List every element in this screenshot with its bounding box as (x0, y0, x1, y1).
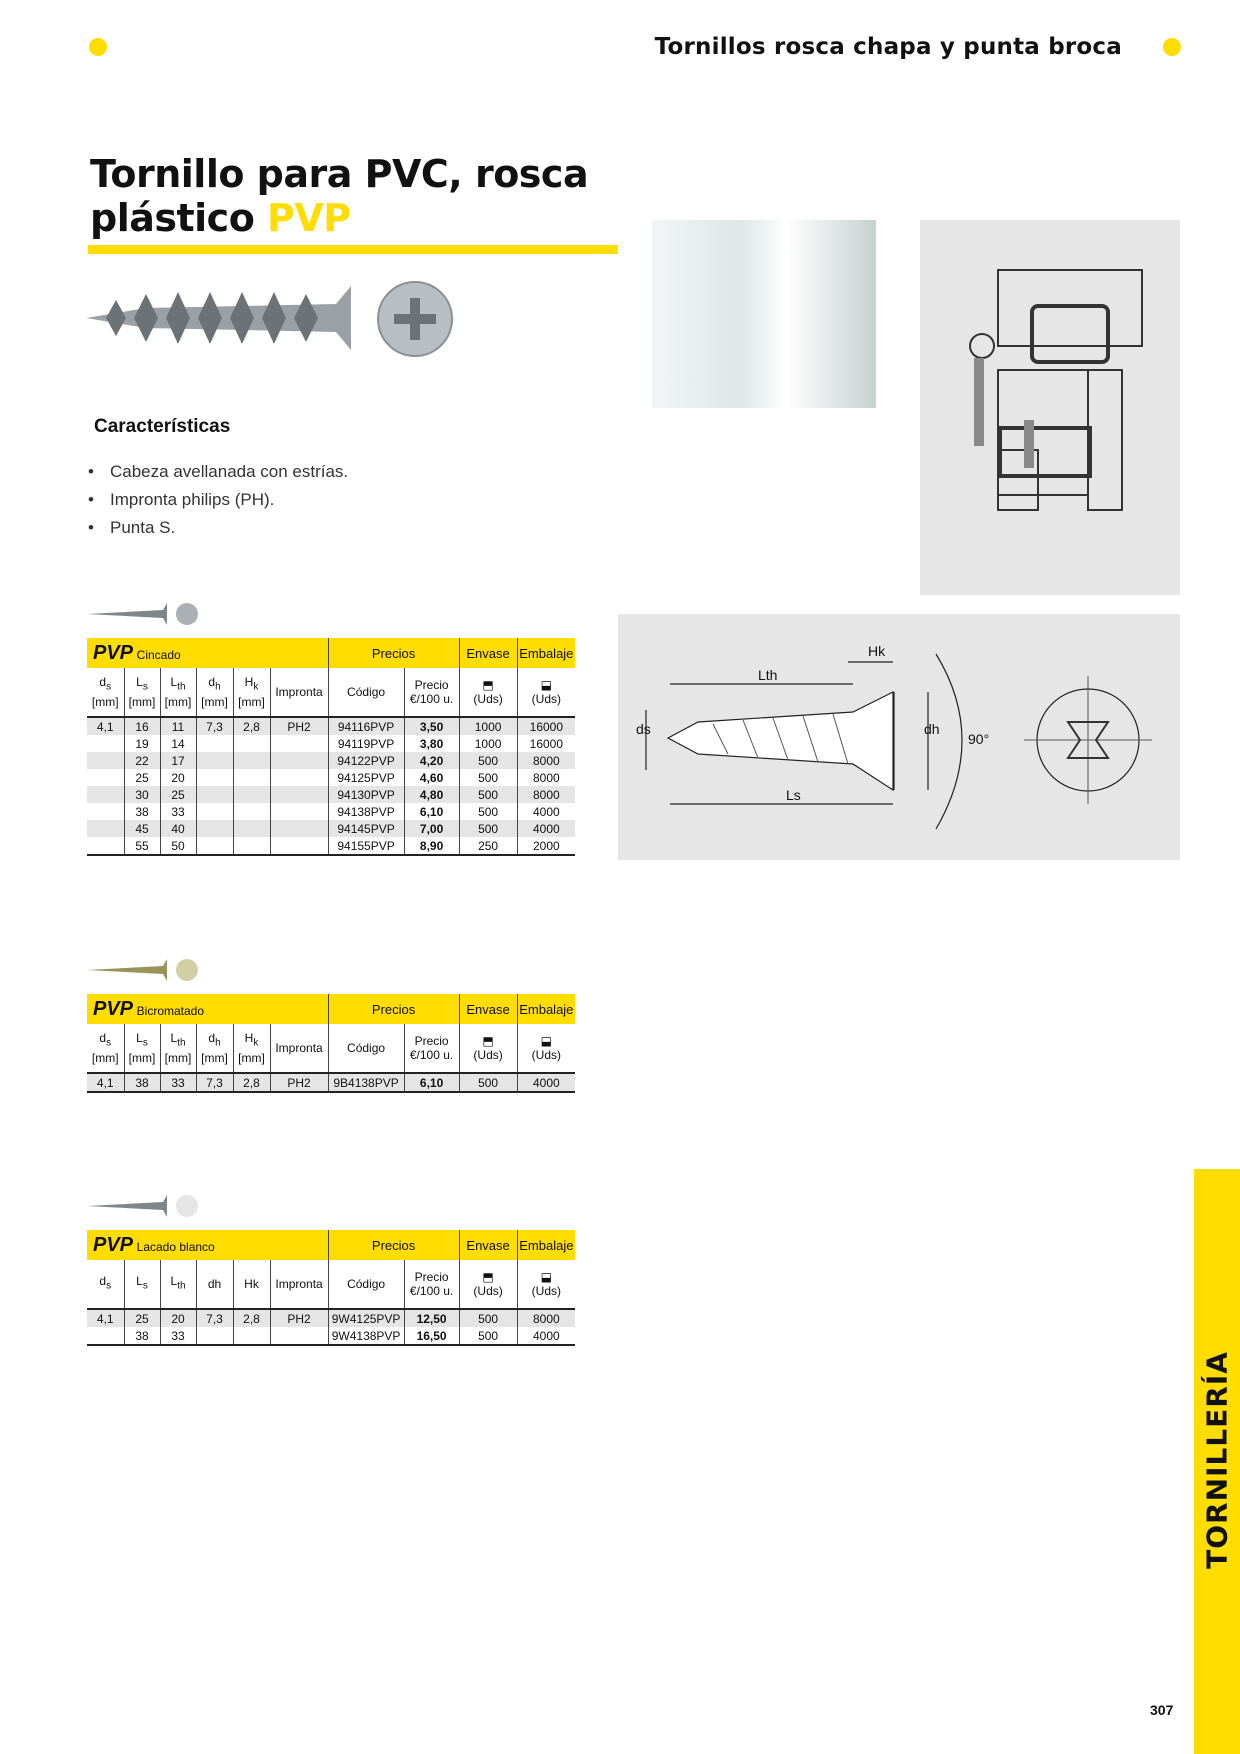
table-cell: 45 (124, 820, 160, 837)
col-ds: $d_s$ [mm] (87, 668, 124, 717)
table-cell: 2,8 (233, 1309, 270, 1327)
col-dh: dh (196, 1260, 233, 1309)
col-impronta: Impronta (270, 668, 328, 717)
col-precio: Precio €/100 u. (404, 1260, 459, 1309)
table-cell (233, 820, 270, 837)
table-cell: 25 (160, 786, 196, 803)
package-icon: ⬓ (540, 1034, 552, 1048)
col-lth: $L_{th}$ (160, 1260, 196, 1309)
table-cell (233, 837, 270, 855)
screw-thumb-icon (87, 956, 207, 984)
table-cell (196, 1327, 233, 1345)
table-cell: 9W4125PVP (328, 1309, 404, 1327)
table-cell (233, 735, 270, 752)
col-envase: ⬒ (Uds) (459, 1260, 517, 1309)
section-side-label: TORNILLERÍA (1200, 1351, 1234, 1569)
table-cell: 16,50 (404, 1327, 459, 1345)
col-precio: Precio €/100 u. (404, 668, 459, 717)
col-dh: $d_h$ [mm] (196, 1024, 233, 1073)
page-number: 307 (1150, 1702, 1174, 1718)
table-cell: 4,60 (404, 769, 459, 786)
embalaje-header: Embalaje (517, 1230, 575, 1260)
thumbnail-lacado-blanco (87, 1190, 575, 1222)
table-cell: 3,80 (404, 735, 459, 752)
title-word: plástico (90, 196, 255, 240)
table-cell (196, 803, 233, 820)
precios-header: Precios (328, 994, 459, 1024)
table-cell (196, 752, 233, 769)
table-cell: 7,3 (196, 1073, 233, 1092)
col-lth: $L_{th}$ [mm] (160, 668, 196, 717)
table-cell: 2,8 (233, 1073, 270, 1092)
envase-header: Envase (459, 994, 517, 1024)
table-cell: 8000 (517, 786, 575, 803)
col-impronta: Impronta (270, 1024, 328, 1073)
table-row (87, 1073, 575, 1092)
title-underline (88, 245, 618, 254)
table-cell (196, 786, 233, 803)
table-cell: 3,50 (404, 717, 459, 735)
table-cell: 500 (459, 752, 517, 769)
table-cell: 12,50 (404, 1309, 459, 1327)
profile-cross-section-drawing (920, 220, 1180, 595)
table-cell (270, 820, 328, 837)
box-icon: ⬒ (482, 678, 494, 692)
table-cell: 94138PVP (328, 803, 404, 820)
table-cell: 19 (124, 735, 160, 752)
col-dh: $d_h$ [mm] (196, 668, 233, 717)
table-cell: 500 (459, 1327, 517, 1345)
table-cell: 11 (160, 717, 196, 735)
table-cell: 25 (124, 769, 160, 786)
label-lth: Lth (758, 667, 778, 683)
table-cell (196, 820, 233, 837)
label-ls: Ls (786, 787, 801, 803)
table-cell: 94145PVP (328, 820, 404, 837)
table-title-row (87, 994, 575, 1024)
title-line-1: Tornillo para PVC, rosca (90, 152, 589, 196)
table-cell: 55 (124, 837, 160, 855)
envase-header: Envase (459, 1230, 517, 1260)
table-cell: 4,80 (404, 786, 459, 803)
table-cell: 16 (124, 717, 160, 735)
table-row (87, 717, 575, 735)
table-row (87, 1309, 575, 1327)
label-hk: Hk (868, 643, 886, 659)
table-title-row (87, 638, 575, 668)
table-cell (87, 803, 124, 820)
col-envase: ⬒ (Uds) (459, 668, 517, 717)
col-codigo: Código (328, 668, 404, 717)
features-heading: Características (94, 416, 231, 437)
thumbnail-bicromatado (87, 954, 575, 986)
spec-table-bicromatado (87, 954, 575, 1093)
col-impronta: Impronta (270, 1260, 328, 1309)
table-row (87, 752, 575, 769)
table-row (87, 769, 575, 786)
package-icon: ⬓ (540, 1270, 553, 1284)
column-header-row (87, 1024, 575, 1073)
table-cell: 7,00 (404, 820, 459, 837)
table-row (87, 803, 575, 820)
table-cell: 16000 (517, 717, 575, 735)
table-cell: 250 (459, 837, 517, 855)
table-cell: 2000 (517, 837, 575, 855)
spec-table (87, 1230, 575, 1346)
title-accent: PVP (267, 196, 351, 240)
col-hk: Hk (233, 1260, 270, 1309)
col-embalaje: ⬓ (Uds) (517, 1024, 575, 1073)
table-cell: 500 (459, 1073, 517, 1092)
table-cell (87, 735, 124, 752)
table-cell: 500 (459, 786, 517, 803)
package-icon: ⬓ (540, 678, 552, 692)
table-cell (233, 786, 270, 803)
table-cell: 94119PVP (328, 735, 404, 752)
table-cell: 9W4138PVP (328, 1327, 404, 1345)
table-cell: 4,20 (404, 752, 459, 769)
table-title-row (87, 1230, 575, 1260)
table-cell: PH2 (270, 717, 328, 735)
label-angle: 90° (968, 731, 990, 747)
col-precio: Precio €/100 u. (404, 1024, 459, 1073)
table-cell: 4000 (517, 1327, 575, 1345)
box-icon: ⬒ (482, 1034, 494, 1048)
envase-header: Envase (459, 638, 517, 668)
spec-table-lacado-blanco (87, 1190, 575, 1346)
table-row (87, 786, 575, 803)
table-cell: 7,3 (196, 1309, 233, 1327)
embalaje-header: Embalaje (517, 638, 575, 668)
table-cell: 6,10 (404, 1073, 459, 1092)
col-ds: $d_s$ (87, 1260, 124, 1309)
table-row (87, 735, 575, 752)
table-row (87, 820, 575, 837)
table-cell: 94155PVP (328, 837, 404, 855)
table-cell: 7,3 (196, 717, 233, 735)
table-cell: 6,10 (404, 803, 459, 820)
table-cell (87, 837, 124, 855)
table-cell (233, 803, 270, 820)
header-dot-left (89, 38, 107, 56)
product-name-cell: PVP Cincado (87, 638, 328, 668)
table-cell: 500 (459, 1309, 517, 1327)
col-hk: $H_k$ [mm] (233, 1024, 270, 1073)
col-ls: $L_s$ (124, 1260, 160, 1309)
col-lth: $L_{th}$ [mm] (160, 1024, 196, 1073)
table-cell: 17 (160, 752, 196, 769)
table-cell (270, 786, 328, 803)
thumbnail-cincado (87, 598, 575, 630)
table-cell: 38 (124, 803, 160, 820)
table-cell (87, 820, 124, 837)
features-list (88, 458, 348, 542)
table-cell: 40 (160, 820, 196, 837)
table-cell: 500 (459, 820, 517, 837)
table-cell: 94130PVP (328, 786, 404, 803)
table-cell: 8000 (517, 1309, 575, 1327)
table-cell (270, 1327, 328, 1345)
table-row (87, 837, 575, 855)
table-cell (196, 837, 233, 855)
table-cell: 4,1 (87, 717, 124, 735)
col-embalaje: ⬓ (Uds) (517, 1260, 575, 1309)
table-cell: 4000 (517, 1073, 575, 1092)
table-cell: 38 (124, 1073, 160, 1092)
table-cell: 33 (160, 803, 196, 820)
label-dh: dh (924, 721, 940, 737)
table-cell: 4000 (517, 803, 575, 820)
feature-item: • Cabeza avellanada con estrías. (88, 458, 348, 486)
table-cell: 38 (124, 1327, 160, 1345)
col-ds: $d_s$ [mm] (87, 1024, 124, 1073)
page-title (90, 152, 588, 240)
table-cell (233, 1327, 270, 1345)
col-codigo: Código (328, 1260, 404, 1309)
table-cell: 4,1 (87, 1073, 124, 1092)
table-cell: 4,1 (87, 1309, 124, 1327)
table-cell: 22 (124, 752, 160, 769)
table-cell: 50 (160, 837, 196, 855)
table-cell: 33 (160, 1073, 196, 1092)
section-title: Tornillos rosca chapa y punta broca (654, 34, 1122, 60)
product-name-cell: PVP Lacado blanco (87, 1230, 328, 1260)
table-cell (196, 769, 233, 786)
box-icon: ⬒ (482, 1270, 494, 1284)
table-cell: 16000 (517, 735, 575, 752)
table-cell (270, 735, 328, 752)
embalaje-header: Embalaje (517, 994, 575, 1024)
table-cell (196, 735, 233, 752)
table-cell (233, 769, 270, 786)
table-cell (87, 769, 124, 786)
table-cell (87, 752, 124, 769)
table-cell: 33 (160, 1327, 196, 1345)
table-cell (270, 803, 328, 820)
screw-dimension-diagram (618, 614, 1180, 860)
label-ds: ds (636, 721, 651, 737)
table-cell: 500 (459, 769, 517, 786)
table-cell: 94122PVP (328, 752, 404, 769)
precios-header: Precios (328, 638, 459, 668)
screw-head-image (376, 280, 454, 358)
table-cell: 2,8 (233, 717, 270, 735)
table-cell: 4000 (517, 820, 575, 837)
table-cell (270, 769, 328, 786)
col-envase: ⬒ (Uds) (459, 1024, 517, 1073)
screw-thumb-icon (87, 600, 207, 628)
table-cell: PH2 (270, 1309, 328, 1327)
window-profile-photo (652, 220, 876, 408)
table-cell: 8,90 (404, 837, 459, 855)
table-cell: 1000 (459, 717, 517, 735)
spec-table (87, 994, 575, 1093)
column-header-row (87, 1260, 575, 1309)
table-cell (87, 1327, 124, 1345)
precios-header: Precios (328, 1230, 459, 1260)
col-codigo: Código (328, 1024, 404, 1073)
col-embalaje: ⬓ (Uds) (517, 668, 575, 717)
col-hk: $H_k$ [mm] (233, 668, 270, 717)
table-cell: 20 (160, 769, 196, 786)
table-cell: 8000 (517, 769, 575, 786)
screw-thumb-icon (87, 1192, 207, 1220)
screw-image (86, 278, 356, 358)
feature-item: • Punta S. (88, 514, 348, 542)
table-cell: 30 (124, 786, 160, 803)
table-cell: 94125PVP (328, 769, 404, 786)
table-cell: 25 (124, 1309, 160, 1327)
col-ls: $L_s$ [mm] (124, 1024, 160, 1073)
feature-item: • Impronta philips (PH). (88, 486, 348, 514)
table-cell: 8000 (517, 752, 575, 769)
table-cell (87, 786, 124, 803)
column-header-row (87, 668, 575, 717)
table-cell: 14 (160, 735, 196, 752)
spec-table-cincado (87, 598, 575, 856)
table-cell: 20 (160, 1309, 196, 1327)
table-row (87, 1327, 575, 1345)
product-name-cell: PVP Bicromatado (87, 994, 328, 1024)
table-cell: PH2 (270, 1073, 328, 1092)
spec-table (87, 638, 575, 856)
table-cell: 9B4138PVP (328, 1073, 404, 1092)
table-cell: 500 (459, 803, 517, 820)
table-cell: 1000 (459, 735, 517, 752)
table-cell (270, 837, 328, 855)
header-dot-right (1163, 38, 1181, 56)
table-cell (233, 752, 270, 769)
title-line-2 (90, 196, 588, 240)
table-cell (270, 752, 328, 769)
col-ls: $L_s$ [mm] (124, 668, 160, 717)
table-cell: 94116PVP (328, 717, 404, 735)
